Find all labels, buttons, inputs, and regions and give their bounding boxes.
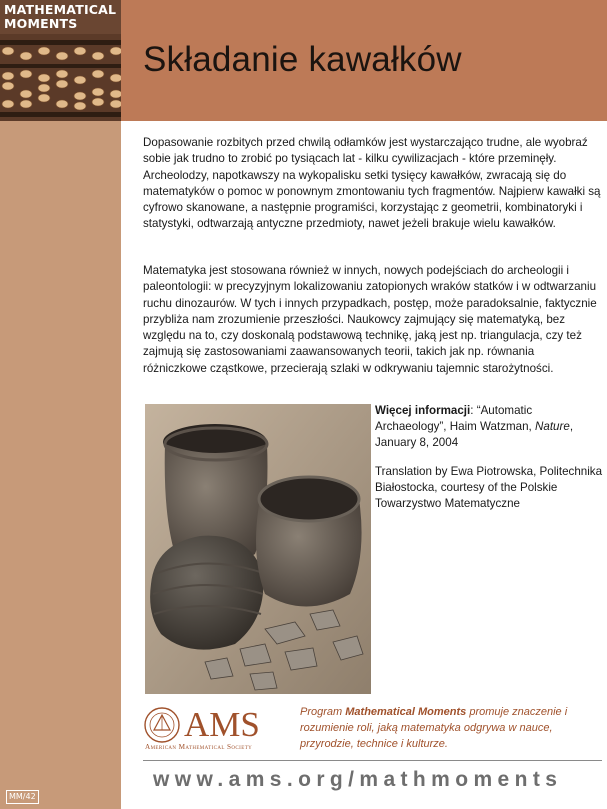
- series-title: MATHEMATICAL MOMENTS: [4, 2, 117, 31]
- footer-divider: [143, 760, 602, 761]
- program-name: Mathematical Moments: [345, 706, 467, 718]
- more-info-journal: Nature: [535, 420, 570, 433]
- body-paragraph-2: Matematyka jest stosowana również w innych, nowych podejściach do archeologii i paleontologii: w precyzyjnym lokalizowaniu zatopionych wraków statków i w odtwarzaniu ruchu dinozaurów. W tych i innych przypadkach, postęp, może paradoksalnie, faktycznie przybliża nam zrozumienie przeszłości. Naukowcy zajmujący się matematyką, bez względu na to, czy doskonalą podstawową technikę, jaką jest np. triangulacja, czy też zajmują się zastosowaniami zaawansowanych teorii, takich jak np. równania różniczkowe cząstkowe, przecierają szlaki w odkrywaniu tajemnic starożytności.: [143, 264, 597, 375]
- pottery-photo: [145, 404, 371, 694]
- more-information-reference: [375, 403, 603, 451]
- issue-code-badge: MM/42: [6, 790, 39, 804]
- more-info-text-before: : “Automatic Archaeology”, Haim Watzman,: [375, 404, 536, 433]
- ams-society-name: American Mathematical Society: [145, 743, 253, 751]
- ams-seal-icon: [145, 708, 179, 742]
- more-info-label: Więcej informacji: [375, 404, 471, 417]
- mathematical-moments-logo: [0, 0, 121, 121]
- abacus-image: [0, 34, 121, 121]
- program-description: [300, 704, 600, 752]
- more-info-text-after: , January 8, 2004: [375, 420, 574, 449]
- page-title: Składanie kawałków: [143, 40, 462, 79]
- ams-logo: [143, 703, 293, 751]
- program-suffix: promuje znaczenie i rozumienie roli, jaką matematyka odgrywa w nauce, przyrodzie, technice i kulturze.: [300, 706, 568, 750]
- translation-credit: Translation by Ewa Piotrowska, Politechnika Białostocka, courtesy of the Polskie Towarzystwo Matematyczne: [375, 465, 603, 510]
- program-prefix: Program: [300, 706, 346, 718]
- body-paragraph-1: Dopasowanie rozbitych przed chwilą odłamków jest wystarczająco trudne, ale wyobraź sobie jak trudno to zrobić po tysiącach lat - kilku cywilizacjach - które przeminęły. Archeolodzy, napotkawszy na wykopalisku setki tysięcy kawałków, zwracają się do matematyków o pomoc w ponownym zmontowaniu tych fragmentów. Najpierw kawałki są cyfrowo skanowane, a następnie programiści, korzystając z geometrii, kombinatoryki i statystyki, odtwarzają antyczne przedmioty, nawet jeżeli brakuje wielu kawałków.: [143, 136, 601, 231]
- website-url[interactable]: www.ams.org/mathmoments: [153, 768, 563, 791]
- left-sidebar-band: [0, 121, 121, 809]
- ams-letters: AMS: [184, 705, 260, 744]
